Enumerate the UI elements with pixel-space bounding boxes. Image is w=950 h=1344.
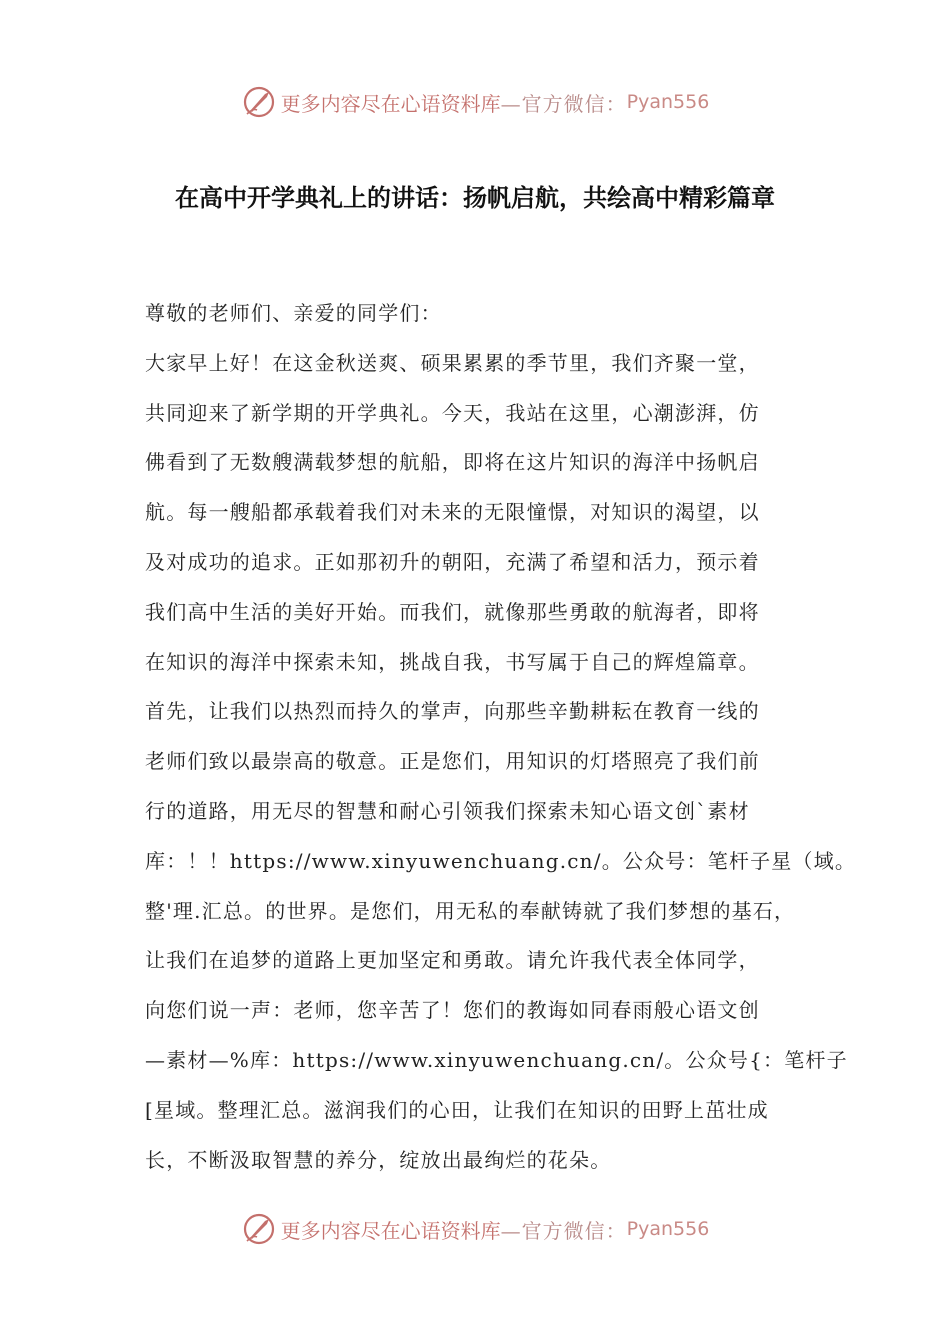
banner-brand-text: 更多内容尽在心语资料库 [280,1218,501,1243]
text-line: [星域。整理汇总。滋润我们的心田，让我们在知识的田野上茁壮成 [145,1097,769,1122]
text-line: 在知识的海洋中探索未知，挑战自我，书写属于自己的辉煌篇章。 [145,649,760,674]
text-line: 整'理.汇总。的世界。是您们，用无私的奉献铸就了我们梦想的基石， [145,898,796,923]
text-line: 尊敬的老师们、亲爱的同学们： [145,301,442,325]
text-line: 让我们在追梦的道路上更加坚定和勇敢。请允许我代表全体同学， [145,948,760,973]
speech-body [145,289,857,1185]
document-title: 在高中开学典礼上的讲话：扬帆启航，共绘高中精彩篇章 [175,183,775,212]
banner-brand-text: 更多内容尽在心语资料库 [280,91,501,116]
text-line: 老师们致以最崇高的敬意。正是您们，用知识的灯塔照亮了我们前 [145,749,760,774]
text-line: 长，不断汲取智慧的养分，绽放出最绚烂的花朵。 [145,1147,612,1172]
banner-wechat-handle: Pyan556 [626,1218,710,1240]
text-line: 共同迎来了新学期的开学典礼。今天，我站在这里，心潮澎湃，仿 [145,400,760,425]
text-line: 库：！！https://www.xinyuwenchuang.cn/。公众号：笔杆子星（域。 [145,848,857,873]
text-line: 航。每一艘船都承载着我们对未来的无限憧憬，对知识的渴望，以 [145,500,760,525]
banner-wechat-label: —官方微信： [500,91,627,116]
text-line: 行的道路，用无尽的智慧和耐心引领我们探索未知心语文创`素材 [145,798,750,823]
text-line: 及对成功的追求。正如那初升的朝阳，充满了希望和活力，预示着 [145,549,760,574]
banner-wechat-handle: Pyan556 [626,91,710,113]
quill-logo-icon [241,1211,277,1247]
text-line: 首先，让我们以热烈而持久的掌声，向那些辛勤耕耘在教育一线的 [145,699,760,724]
quill-logo-icon [241,84,277,120]
text-line: 我们高中生活的美好开始。而我们，就像那些勇敢的航海者，即将 [145,599,760,624]
footer-watermark-banner [0,1209,950,1249]
text-line: —素材—%库：https://www.xinyuwenchuang.cn/。公众号{：笔杆子 [145,1047,848,1072]
text-line: 大家早上好！在这金秋送爽、硕果累累的季节里，我们齐聚一堂， [145,350,760,375]
header-watermark-banner [0,82,950,122]
banner-wechat-label: —官方微信： [500,1218,627,1243]
text-line: 向您们说一声：老师，您辛苦了！您们的教诲如同春雨般心语文创 [145,998,760,1023]
text-line: 佛看到了无数艘满载梦想的航船，即将在这片知识的海洋中扬帆启 [145,450,760,475]
